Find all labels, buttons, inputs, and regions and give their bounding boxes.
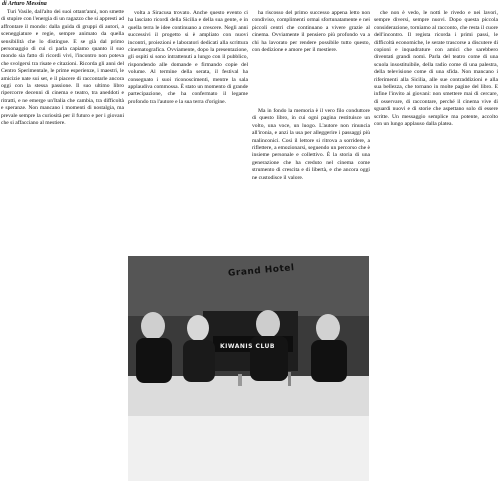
article-column-1	[1, 9, 124, 479]
column-3-text: ha riscosso del primo successo appena letto non condiviso, complimenti ormai sfortunatamente e nei piccoli centri che continuano a vivere grazie al cinema. Ovviamente il pensiero più profondo va a chi ha lavorato per rendere possibile tutto questo, con dedizione e amore per il mestiere.	[252, 10, 370, 54]
column-4-text: che non è vedo, le notti le rivedo e nei lavori, sempre diversi, sempre nuovi. Dopo questa piccola considerazione, torniamo al racconto, che resta il cuore dell'incontro. Il regista ricorda i primi passi, le difficoltà economiche, le serate trascorse a discutere di copioni e inquadrature con amici che sarebbero diventati grandi nomi. Parla del teatro come di una scuola insostituibile, della radio come di una palestra, della televisione come di una sfida. Non mancano i riferimenti alla Sicilia, alle sue contraddizioni e alla sua bellezza, che tornano in molte pagine del libro. E infine l'invito ai giovani: non smettere mai di cercare, di osservare, di raccontare, perché il cinema vive di sguardi nuovi e di storie che aspettano solo di essere scritte. Un messaggio semplice ma potente, accolto con un lungo applauso dalla platea.	[374, 10, 498, 128]
hotel-sign: Grand Hotel	[227, 263, 295, 279]
event-photo-illustration	[128, 256, 369, 481]
event-photo	[128, 256, 369, 481]
article-byline: di Arturo Messina	[2, 1, 47, 7]
article-column-3	[252, 10, 370, 107]
column-2-text: volta a Siracusa trovato. Anche questo evento ci ha lasciato ricordi della Sicilia e della sua gente, e in quella terra le idee continuano a crescere. Negli anni successivi il progetto si è ampliato con nuovi incontri, proiezioni e laboratori dedicati alla scrittura cinematografica. Ovviamente, dopo la presentazione, gli ospiti si sono intrattenuti a lungo con il pubblico, rispondendo alle domande e firmando copie del volume. Al termine della serata, il festival ha consegnato i suoi riconoscimenti, mentre la sala applaudiva commossa. È stato un momento di grande partecipazione, che ha confermato il legame profondo tra l'autore e la sua terra d'origine.	[128, 10, 248, 105]
column-3b-text: Ma in fondo la memoria è il vero filo conduttore di questo libro, in cui ogni pagina restituisce un volto, una voce, un luogo. L'autore non rinuncia all'ironia, e anzi la usa per alleggerire i passaggi più malinconici. Così il lettore si ritrova a sorridere, a riflettere, a emozionarsi, seguendo un percorso che è insieme personale e collettivo. È la storia di una generazione che ha creduto nel cinema come strumento di crescita e di libertà, e che ancora oggi ne custodisce il valore.	[252, 108, 370, 181]
article-column-4	[374, 10, 498, 479]
column-1-text: Turi Vasile, dall'alto dei suoi ottant'anni, non smette di stupire con l'energia di un ragazzo che si appresti ad affrontare il mondo: dalla guida di gruppi di autori, a sceneggiature e regie, sempre animato da quella sensibilità che lo distingue. E se già dal primo personaggio di cui ci parla capiamo quanto il suo mondo sia fatto di ricordi vivi, l'incontro non poteva che svolgersi tra risate e citazioni. Ricorda gli anni del Centro Sperimentale, le prime esperienze, i maestri, le amicizie nate sui set, e il piacere di raccontarle ancora oggi con la stessa passione. Il suo ultimo libro ripercorre decenni di cinema e teatro, tra aneddoti e ritratti, e ne emerge un'Italia che cambia, tra difficoltà e speranze. Non mancano i momenti di nostalgia, ma prevale sempre la curiosità per il futuro e per i giovani che si affacciano al mestiere.	[1, 9, 124, 127]
article-column-3-continued	[252, 108, 370, 254]
article-column-2	[128, 10, 248, 254]
club-banner: KIWANIS CLUB	[220, 343, 275, 350]
